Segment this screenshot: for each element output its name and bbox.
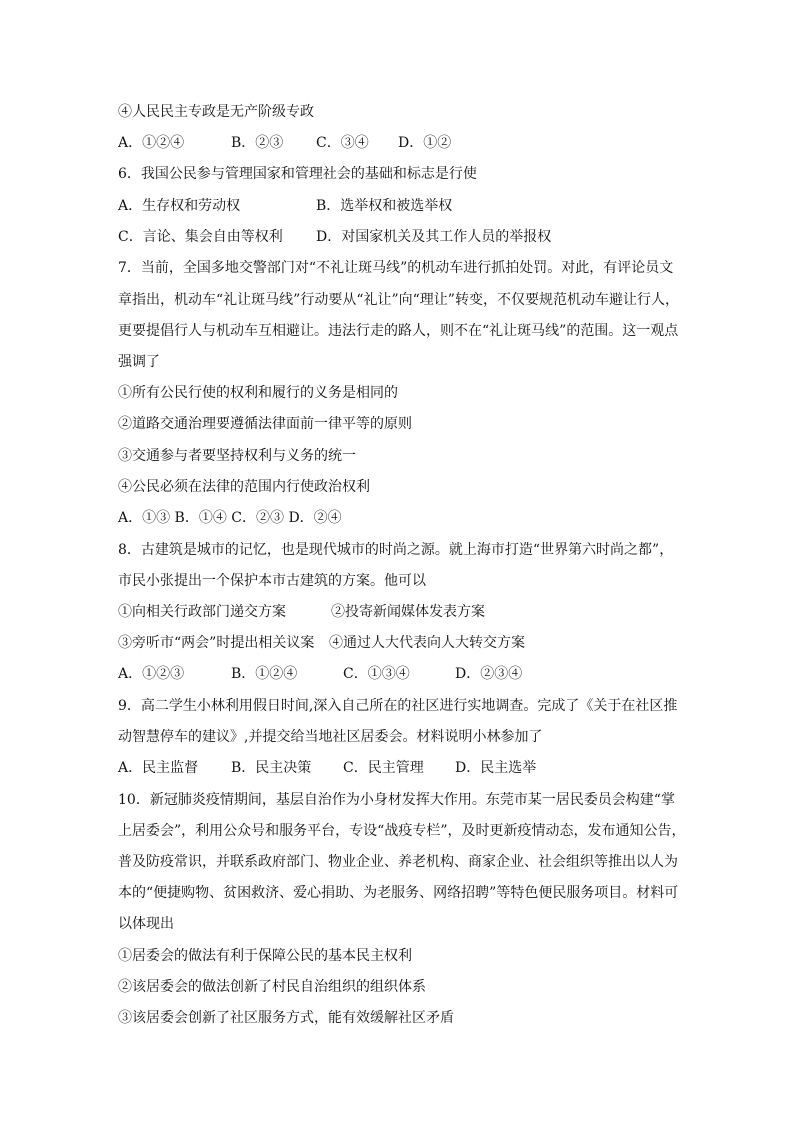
q7-item-3: ③交通参与者要坚持权利与义务的统一 xyxy=(118,448,356,464)
q8-option-c: C．①③④ xyxy=(343,666,410,682)
q8-item-2: ②投寄新闻媒体发表方案 xyxy=(331,604,485,620)
q6-option-d: D．对国家机关及其工作人员的举报权 xyxy=(316,229,552,245)
q6-option-a: A．生存权和劳动权 xyxy=(118,198,241,214)
q10-stem-line-2: 上居委会”，利用公众号和服务平台，专设“战疫专栏”，及时更新疫情动态，发布通知公告， xyxy=(118,823,686,839)
q8-option-b: B．①②④ xyxy=(231,666,298,682)
q10-stem-line-3: 普及防疫常识，并联系政府部门、物业企业、养老机构、商家企业、社会组织等推出以人为 xyxy=(118,854,678,870)
q8-stem-line-2: 市民小张提出一个保护本市古建筑的方案。他可以 xyxy=(118,573,426,589)
q10-item-3: ③该居委会创新了社区服务方式，能有效缓解社区矛盾 xyxy=(118,1010,454,1026)
q6-stem: 6．我国公民参与管理国家和管理社会的基础和标志是行使 xyxy=(118,166,477,182)
q8-option-a: A．①②③ xyxy=(118,666,185,682)
q7-stem-line-1: 7．当前，全国多地交警部门对“不礼让斑马线”的机动车进行抓拍处罚。对此，有评论员文 xyxy=(118,260,674,276)
q5-option-c: C．③④ xyxy=(316,135,369,151)
q7-item-2: ②道路交通治理要遵循法律面前一律平等的原则 xyxy=(118,416,412,432)
q5-option-a: A．①②④ xyxy=(118,135,185,151)
q10-stem-line-4: 本的“便捷购物、贫困救济、爱心捐助、为老服务、网络招聘”等特色便民服务项目。材料可 xyxy=(118,885,679,901)
q5-option-b: B．②③ xyxy=(231,135,284,151)
q7-stem-line-4: 强调了 xyxy=(118,354,160,370)
q7-item-1: ①所有公民行使的权利和履行的义务是相同的 xyxy=(118,385,398,401)
q9-stem-line-1: 9．高二学生小林利用假日时间,深入自己所在的社区进行实地调查。完成了《关于在社区推 xyxy=(118,698,678,714)
q7-stem-line-2: 章指出，机动车“礼让斑马线”行动要从“礼让”向“理让”转变，不仅要规范机动车避让行人， xyxy=(118,292,679,308)
q7-stem-line-3: 更要提倡行人与机动车互相避让。违法行走的路人，则不在“礼让斑马线”的范围。这一观点 xyxy=(118,323,679,339)
q8-item-3: ③旁听市“两会”时提出相关议案 xyxy=(118,635,315,651)
q10-item-1: ①居委会的做法有利于保障公民的基本民主权利 xyxy=(118,948,412,964)
q5-item-4: ④人民民主专政是无产阶级专政 xyxy=(118,104,314,120)
q6-option-c: C．言论、集会自由等权利 xyxy=(118,229,283,245)
q7-options: A．①③ B．①④ C．②③ D．②④ xyxy=(118,510,342,526)
q7-item-4: ④公民必须在法律的范围内行使政治权利 xyxy=(118,479,370,495)
q9-stem-line-2: 动智慧停车的建议》,并提交给当地社区居委会。材料说明小林参加了 xyxy=(118,729,543,745)
q8-item-4: ④通过人大代表向人大转交方案 xyxy=(329,635,525,651)
q10-stem-line-1: 10．新冠肺炎疫情期间，基层自治作为小身材发挥大作用。东莞市某一居民委员会构建“掌 xyxy=(118,792,675,808)
q8-stem-line-1: 8．古建筑是城市的记忆，也是现代城市的时尚之源。就上海市打造“世界第六时尚之都”， xyxy=(118,542,674,558)
q10-stem-line-5: 以体现出 xyxy=(118,916,174,932)
q6-option-b: B．选举权和被选举权 xyxy=(316,198,453,214)
q5-option-d: D．①② xyxy=(398,135,452,151)
q9-option-a: A．民主监督 xyxy=(118,760,199,776)
q8-option-d: D．②③④ xyxy=(455,666,523,682)
q9-option-c: C．民主管理 xyxy=(343,760,424,776)
q9-option-b: B．民主决策 xyxy=(231,760,312,776)
q8-item-1: ①向相关行政部门递交方案 xyxy=(118,604,286,620)
q9-option-d: D．民主选举 xyxy=(455,760,537,776)
q10-item-2: ②该居委会的做法创新了村民自治组织的组织体系 xyxy=(118,979,426,995)
